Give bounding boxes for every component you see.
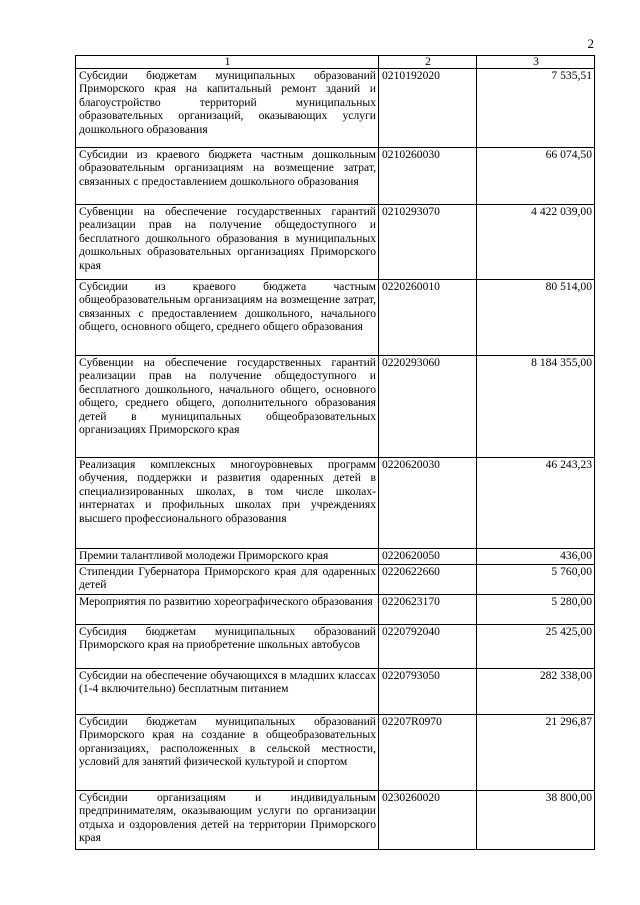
row-code: 0220623170 (379, 595, 477, 625)
row-code: 0210192020 (379, 69, 477, 148)
row-amount: 282 338,00 (477, 669, 595, 715)
row-amount: 8 184 355,00 (477, 356, 595, 458)
row-amount: 5 760,00 (477, 565, 595, 595)
row-code: 0210293070 (379, 205, 477, 280)
row-code: 0230260020 (379, 791, 477, 850)
row-name: Субсидии на обеспечение обучающихся в младших классах (1-4 включительно) бесплатным питанием (76, 669, 379, 715)
row-name: Премии талантливой молодежи Приморского края (76, 549, 379, 565)
row-name: Субвенции на обеспечение государственных гарантий реализации прав на получение общедоступного и бесплатного дошкольного, начального общего, основного общего, среднего общего, дополнительного образования детей в муниципальных общеобразовательных организациях Приморского края (76, 356, 379, 458)
row-amount: 5 280,00 (477, 595, 595, 625)
page-number: 2 (587, 36, 594, 51)
row-name: Субсидии из краевого бюджета частным общеобразовательным организациям на возмещение затрат, связанных с предоставлением дошкольного, начального общего, основного общего, среднего общего образования (76, 280, 379, 356)
table-row (76, 715, 595, 791)
table-row (76, 625, 595, 669)
row-name: Субсидии бюджетам муниципальных образований Приморского края на капитальный ремонт зданий и благоустройство территорий муниципальных образовательных организаций, оказывающих услуги дошкольного образования (76, 69, 379, 148)
table-row (76, 549, 595, 565)
row-name: Субсидия бюджетам муниципальных образований Приморского края на приобретение школьных автобусов (76, 625, 379, 669)
row-name: Субсидии из краевого бюджета частным дошкольным образовательным организациям на возмещение затрат, связанных с предоставлением дошкольного образования (76, 148, 379, 205)
table-header-row (76, 56, 595, 69)
table-row (76, 791, 595, 850)
row-name: Субсидии организациям и индивидуальным предпринимателям, оказывающим услуги по организации отдыха и оздоровления детей на территории Приморского края (76, 791, 379, 850)
row-name: Реализация комплексных многоуровневых программ обучения, поддержки и развития одаренных детей в специализированных школах, в том числе школах-интернатах и профильных школах при учреждениях высшего профессионального образования (76, 458, 379, 549)
row-name: Субвенции на обеспечение государственных гарантий реализации прав на получение общедоступного и бесплатного дошкольного образования в муниципальных дошкольных образовательных организациях Приморского края (76, 205, 379, 280)
table-row (76, 148, 595, 205)
row-amount: 21 296,87 (477, 715, 595, 791)
row-amount: 7 535,51 (477, 69, 595, 148)
row-amount: 38 800,00 (477, 791, 595, 850)
row-code: 0220620050 (379, 549, 477, 565)
row-amount: 4 422 039,00 (477, 205, 595, 280)
column-header-1: 1 (76, 56, 379, 69)
table-row (76, 595, 595, 625)
row-name: Мероприятия по развитию хореографического образования (76, 595, 379, 625)
column-header-2: 2 (379, 56, 477, 69)
row-code: 0220792040 (379, 625, 477, 669)
row-amount: 66 074,50 (477, 148, 595, 205)
row-name: Стипендии Губернатора Приморского края для одаренных детей (76, 565, 379, 595)
row-amount: 436,00 (477, 549, 595, 565)
table-row (76, 69, 595, 148)
budget-table (75, 55, 595, 850)
row-code: 0220620030 (379, 458, 477, 549)
row-code: 0220260010 (379, 280, 477, 356)
row-code: 0220622660 (379, 565, 477, 595)
row-amount: 46 243,23 (477, 458, 595, 549)
column-header-3: 3 (477, 56, 595, 69)
row-code: 0220293060 (379, 356, 477, 458)
table-row (76, 205, 595, 280)
table-row (76, 356, 595, 458)
table-row (76, 669, 595, 715)
table-row (76, 565, 595, 595)
row-code: 0210260030 (379, 148, 477, 205)
row-code: 02207R0970 (379, 715, 477, 791)
row-amount: 80 514,00 (477, 280, 595, 356)
row-amount: 25 425,00 (477, 625, 595, 669)
table-row (76, 280, 595, 356)
row-name: Субсидии бюджетам муниципальных образований Приморского края на создание в общеобразовательных организациях, расположенных в сельской местности, условий для занятий физической культурой и спортом (76, 715, 379, 791)
table-row (76, 458, 595, 549)
row-code: 0220793050 (379, 669, 477, 715)
